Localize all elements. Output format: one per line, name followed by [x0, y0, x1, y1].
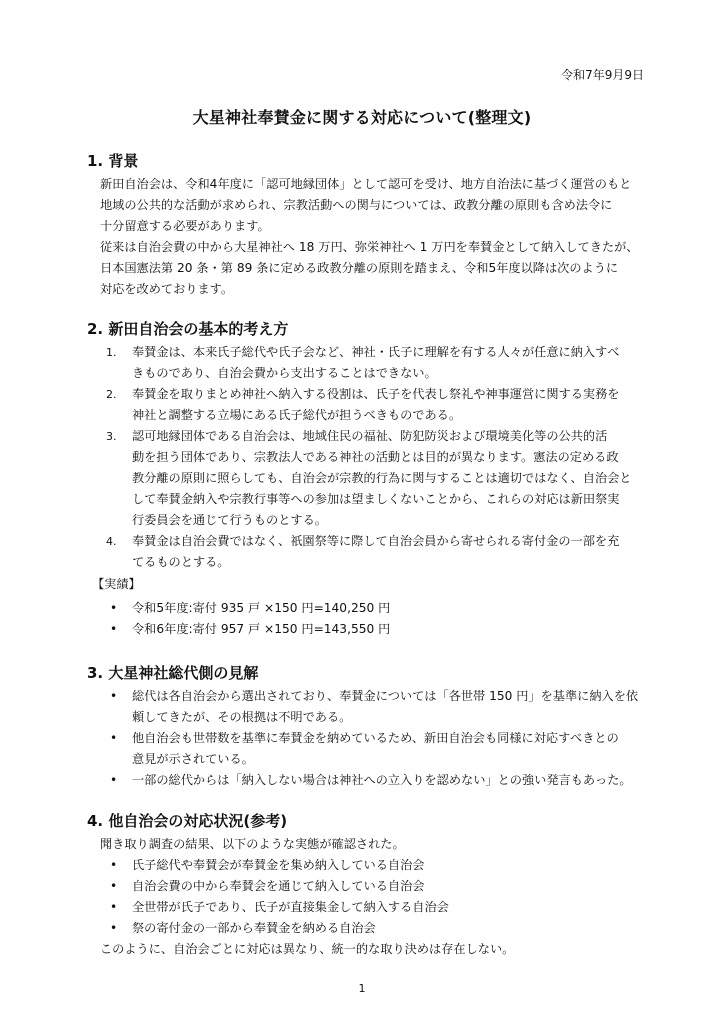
- list-line: 全世帯が氏子であり、氏子が直接集金して納入する自治会: [132, 900, 449, 914]
- document-date: 令和7年9月9日: [561, 68, 644, 82]
- list-line: 一部の総代からは「納入しない場合は神社への立入りを認めない」との強い発言もあった。: [132, 773, 632, 787]
- paragraph-line: 新田自治会は、令和4年度に「認可地縁団体」として認可を受け、地方自治法に基づく運営のもと: [100, 177, 632, 191]
- results-label: 【実績】: [92, 577, 141, 591]
- section-2-heading: 2. 新田自治会の基本的考え方: [87, 320, 289, 338]
- list-item: [96, 426, 631, 531]
- paragraph-line: 十分留意する必要があります。: [100, 219, 270, 233]
- list-item: [96, 770, 638, 791]
- list-number: 3.: [106, 430, 117, 443]
- list-line: 氏子総代や奉賛会が奉賛金を集め納入している自治会: [132, 858, 425, 872]
- list-item: [96, 686, 638, 728]
- list-line: 他自治会も世帯数を基準に奉賛金を納めているため、新田自治会も同様に対応すべきとの: [132, 731, 619, 745]
- list-line: 行委員会を通じて行うものとする。: [132, 513, 327, 527]
- bullet-icon: •: [110, 879, 118, 893]
- paragraph-line: 従来は自治会費の中から大星神社へ 18 万円、弥栄神社へ 1 万円を奉賛金として納入してきたが、: [100, 240, 639, 254]
- section-1-heading: 1. 背景: [87, 152, 139, 170]
- list-line: 意見が示されている。: [132, 752, 254, 766]
- list-line: 頼してきたが、その根拠は不明である。: [132, 710, 352, 724]
- list-item: [96, 384, 631, 426]
- list-line: 祭の寄付金の一部から奉賛金を納める自治会: [132, 921, 376, 935]
- list-line: 奉賛金は自治会費ではなく、祇園祭等に際して自治会員から寄せられる寄付金の一部を充: [132, 534, 620, 548]
- list-item: [96, 855, 449, 876]
- list-line: きものであり、自治会費から支出することはできない。: [132, 366, 437, 380]
- list-item: [96, 918, 449, 939]
- list-line: 教分離の原則に照らしても、自治会が宗教的行為に関与することは適切ではなく、自治会と: [132, 471, 632, 485]
- list-item: [96, 342, 631, 384]
- bullet-icon: •: [110, 773, 118, 787]
- section-4-list: [96, 855, 449, 939]
- list-line: 神社と調整する立場にある氏子総代が担うべきものである。: [132, 408, 462, 422]
- section-1-body: [100, 174, 638, 300]
- bullet-icon: •: [110, 601, 118, 615]
- section-4-intro: 聞き取り調査の結果、以下のような実態が確認された。: [100, 837, 405, 851]
- list-line: 奉賛金を取りまとめ神社へ納入する役割は、氏子を代表し祭礼や神事運営に関する実務を: [132, 387, 620, 401]
- result-item: [96, 598, 390, 619]
- list-line: して奉賛金納入や宗教行事等への参加は望ましくないことから、これらの対応は新田祭実: [132, 492, 620, 506]
- result-text: 令和5年度:寄付 935 戸 ×150 円=140,250 円: [132, 601, 391, 615]
- list-line: 自治会費の中から奉賛会を通じて納入している自治会: [132, 879, 425, 893]
- paragraph-line: 対応を改めております。: [100, 282, 234, 296]
- list-item: [96, 897, 449, 918]
- list-line: 動を担う団体であり、宗教法人である神社の活動とは目的が異なります。憲法の定める政: [132, 450, 619, 464]
- paragraph-line: 地域の公共的な活動が求められ、宗教活動への関与については、政教分離の原則も含め法令に: [100, 198, 613, 212]
- list-line: 総代は各自治会から選出されており、奉賛金については「各世帯 150 円」を基準に納入を依: [132, 689, 639, 703]
- list-number: 2.: [106, 388, 117, 401]
- page-number: 1: [358, 982, 366, 995]
- list-number: 1.: [106, 346, 117, 359]
- section-3-heading: 3. 大星神社総代側の見解: [87, 664, 259, 682]
- list-item: [96, 531, 631, 573]
- bullet-icon: •: [110, 900, 118, 914]
- list-item: [96, 876, 449, 897]
- bullet-icon: •: [110, 689, 118, 703]
- bullet-icon: •: [110, 622, 118, 636]
- bullet-icon: •: [110, 858, 118, 872]
- section-4-conclusion: このように、自治会ごとに対応は異なり、統一的な取り決めは存在しない。: [100, 942, 515, 956]
- bullet-icon: •: [110, 921, 118, 935]
- list-line: 奉賛金は、本来氏子総代や氏子会など、神社・氏子に理解を有する人々が任意に納入すべ: [132, 345, 620, 359]
- section-3-list: [96, 686, 638, 791]
- document-title: 大星神社奉賛金に関する対応について(整理文): [192, 108, 532, 127]
- result-item: [96, 619, 390, 640]
- results-list: [96, 598, 390, 640]
- paragraph-line: 日本国憲法第 20 条・第 89 条に定める政教分離の原則を踏まえ、令和5年度以降は次のように: [100, 261, 619, 275]
- section-2-list: [96, 342, 631, 573]
- bullet-icon: •: [110, 731, 118, 745]
- list-line: てるものとする。: [132, 555, 230, 569]
- result-text: 令和6年度:寄付 957 戸 ×150 円=143,550 円: [132, 622, 391, 636]
- section-4-heading: 4. 他自治会の対応状況(参考): [87, 812, 288, 830]
- list-number: 4.: [106, 535, 117, 548]
- list-line: 認可地縁団体である自治会は、地域住民の福祉、防犯防災および環境美化等の公共的活: [132, 429, 608, 443]
- list-item: [96, 728, 638, 770]
